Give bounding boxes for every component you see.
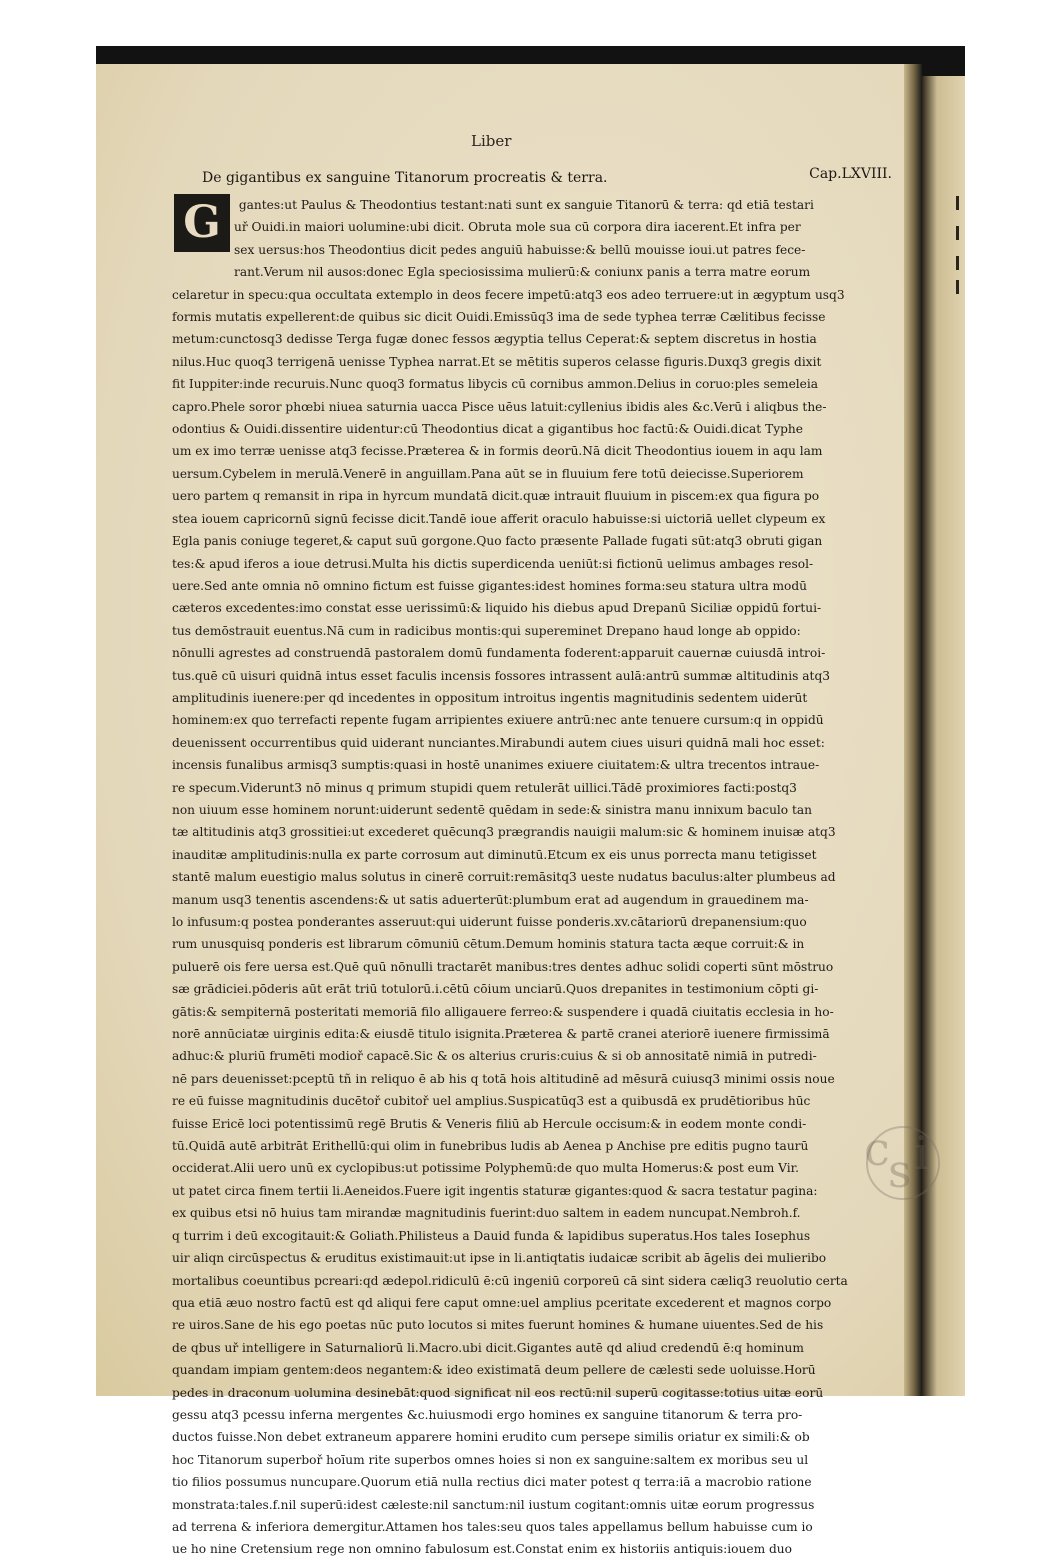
text-line: tæ altitudinis atq3 grossitiei:ut excederet quēcunq3 prægrandis nauigii malum:sic & hominem inuisæ atq3 — [172, 825, 836, 840]
text-line: Igantes:ut Paulus & Theodontius testant:nati sunt ex sanguie Titanorū & terra: qd etiā testari — [234, 198, 814, 212]
text-line: uř Ouidi.in maiori uolumine:ubi dicit. Obruta mole sua cū corpora dira iacerent.Et infra per — [234, 220, 801, 235]
text-line: norē annūciatæ uirginis edita:& eiusdē titulo isignita.Præterea & partē cranei ateriorē iuenere firmissimā — [172, 1027, 830, 1042]
stamp-letter-i: i — [914, 1126, 929, 1180]
chapter-heading — [202, 166, 892, 188]
running-head: Liber — [471, 132, 512, 150]
text-line: fuisse Ericē loci potentissimū regē Brutis & Veneris filiū ab Hercule occisum:& in eodem monte condi- — [172, 1116, 807, 1131]
text-line: adhuc:& pluriū frumēti modioř capacē.Sic & os alterius cruris:cuius & si ob annositatē nimiā in putredi- — [172, 1049, 817, 1064]
text-line: ex quibus etsi nō huius tam mirandæ magnitudinis fuerint:duo saltem in eadem nuncupat.Nembroh.f. — [172, 1206, 801, 1221]
text-line: rant.Verum nil ausos:donec Egla speciosissima mulierū:& coniunx panis a terra matre eorum — [234, 265, 811, 280]
chapter-number: Cap.LXVIII. — [809, 166, 892, 182]
text-line: Egla panis coniuge tegeret,& caput suū gorgone.Quo facto præsente Pallade fugati sūt:atq3 obruti gigan — [172, 534, 823, 549]
text-line: de qbus uř intelligere in Saturnaliorū li.Macro.ubi dicit.Gigantes autē qd aliud credendū ē:q hominum — [172, 1340, 804, 1355]
text-line: tū.Quidā autē arbitrāt Erithellū:qui olim in funebribus ludis ab Aenea p Anchise pre editis pugno taurū — [172, 1139, 809, 1154]
text-line: ut patet circa finem tertii li.Aeneidos.Fuere igit ingentis staturæ gigantes:quod & sacra testatur pagina: — [172, 1183, 818, 1198]
text-line: lo infusum:q postea ponderantes asseruut:qui uiderunt fuisse ponderis.xv.cātariorū drepanensium:quo — [172, 915, 807, 929]
text-line: qua etiā æuo nostro factū est qd aliqui fere caput omne:uel amplius pceritate excederent et magnos corpo — [172, 1295, 832, 1310]
text-line: sæ grādiciei.pōderis aūt erāt triū totulorū.i.cētū cōium unciarū.Quos drepanites in testimonium cōpti gi- — [172, 982, 819, 997]
stamp-letter-s: s — [888, 1144, 912, 1198]
text-line: quandam impiam gentem:deos negantem:& ideo existimatā deum pellere de cælesti sede uoluisse.Horū — [172, 1363, 816, 1378]
text-line: celaretur in specu:qua occultata extemplo in deos fecere impetū:atq3 eos adeo terruere:ut in ægyptum usq3 — [172, 287, 845, 302]
text-line: rum unusquisq ponderis est librarum cōmuniū cētum.Demum hominis statura tacta æque corruit:& in — [172, 937, 805, 952]
text-line: formis mutatis expellerent:de quibus sic dicit Ouidi.Emissūq3 ima de sede typhea terræ Cælitibus fecisse — [172, 310, 826, 325]
text-line: re uiros.Sane de his ego poetas nūc puto locutos si mites fuerunt homines & humane uiuentes.Sed de his — [172, 1318, 824, 1333]
text-line: manum usq3 tenentis ascendens:& ut satis aduerterūt:plumbum erat ad augendum in grauedinem ma- — [172, 892, 809, 907]
body-text — [172, 194, 894, 1561]
text-line: cæteros excedentes:imo constat esse uerissimū:& liquido his diebus apud Drepanū Siciliæ oppidū fortui- — [172, 601, 822, 616]
text-line: odontius & Ouidi.dissentire uidentur:cū Theodontius dicat a gigantibus hoc factū:& Ouidi.dicat Typhe — [172, 422, 803, 437]
text-line: stea iouem capricornū signū fecisse dicit.Tandē ioue afferit oraculo habuisse:si uictoriā uellet clypeum ex — [172, 511, 826, 526]
text-line: hominem:ex quo terrefacti repente fugam arripientes exiuere antrū:nec ante tenuere cursum:q in oppidū — [172, 713, 824, 728]
text-line: non uiuum esse hominem norunt:uiderunt sedentē quēdam in sede:& sinistra manu innixum baculo tan — [172, 802, 813, 817]
chapter-title: De gigantibus ex sanguine Titanorum procreatis & terra. — [202, 170, 608, 186]
text-line: uir aliqn circūspectus & eruditus existimauit:ut ipse in li.antiqtatis iudaicæ scribit ab āgelis dei mulieribo — [172, 1251, 827, 1266]
text-line: tus.quē cū uisuri quidnā intus esset faculis incensis fossores intrassent aulā:antrū summæ altitudinis atq3 — [172, 668, 831, 683]
text-line: gātis:& sempiternā posteritati memoriā filo alligauere ferreo:& suspendere i quadā ciuitatis ecclesia in ho- — [172, 1004, 834, 1019]
text-line: mortalibus coeuntibus pcreari:qd ædepol.ridiculū ē:cū ingeniū corporeū cā sint sidera cæliq3 reuolutio certa — [172, 1273, 848, 1288]
text-line: amplitudinis iuenere:per qd incedentes in oppositum introitus ingentis magnitudinis sedentem uiderūt — [172, 690, 808, 705]
text-line: occiderat.Alii uero unū ex cyclopibus:ut potissime Polyphemū:de quo multa Homerus:& post eum Vir. — [172, 1161, 799, 1176]
text-line: inauditæ amplitudinis:nulla ex parte corrosum aut diminutū.Etcum ex eis unus porrecta manu tetigisset — [172, 847, 817, 862]
text-line: q turrim i deū excogitauit:& Goliath.Philisteus a Dauid funda & lapidibus superatus.Hos tales Iosephus — [172, 1228, 811, 1243]
stamp-letter-c: c — [864, 1122, 890, 1176]
text-line: uere.Sed ante omnia nō omnino fictum est fuisse gigantes:idest homines forma:seu statura ultra modū — [172, 578, 808, 593]
text-line: ad terrena & inferiora demergitur.Attamen hos tales:seu quos tales appellamus bellum habuisse cum io — [172, 1519, 813, 1534]
text-line: fit Iuppiter:inde recuruis.Nunc quoq3 formatus libycis cū cornibus ammon.Delius in coruo:ples semeleia — [172, 377, 819, 392]
text-line: uero partem q remansit in ripa in hyrcum mundatā dicit.quæ intrauit fluuium in piscem:ex qua figura po — [172, 489, 820, 504]
text-line: hoc Titanorum superboř hoīum rite superbos omnes hoies si non ex sanguine:saltem ex moribus seu ul — [172, 1452, 809, 1467]
text-line: monstrata:tales.f.nil superū:idest cæleste:nil sanctum:nil iustum cogitant:omnis uitæ eorum progressus — [172, 1497, 815, 1512]
text-line: capro.Phele soror phœbi niuea saturnia uacca Pisce uēus latuit:cyllenius ibidis ales &c.Verū i aliqbus the- — [172, 399, 827, 414]
text-line: ue ho nine Cretensium rege non omnino fabulosum est.Constat enim ex historiis antiquis:iouem duo — [172, 1542, 792, 1557]
text-line: gessu atq3 pcessu inferna mergentes &c.huiusmodi ergo homines ex sanguine titanorum & terra pro- — [172, 1407, 803, 1422]
decorated-initial: G — [174, 194, 230, 252]
text-line: puluerē ois fere uersa est.Quē quū nōnulli tractarēt manibus:tres dentes adhuc solidi coperti sūnt mōstruo — [172, 959, 834, 974]
text-line: nē pars deuenisset:pceptū tñ in reliquo ē ab his q totā hois altitudinē ad mēsurā cuiusq3 minimi ossis noue — [172, 1071, 835, 1086]
text-line: stantē malum euestigio malus solutus in cinerē corruit:remāsitq3 ueste nudatus baculus:alter plumbeus ad — [172, 870, 836, 885]
text-line: deuenissent occurrentibus quid uiderant nunciantes.Mirabundi autem ciues uisuri quidnā mali hoc esset: — [172, 735, 825, 750]
text-line: pedes in draconum uolumina desinebāt:quod significat nil eos rectū:nil superū cogitasse:totius uitæ eorū — [172, 1385, 824, 1400]
text-line: metum:cunctosq3 dedisse Terga fugæ donec fessos ægyptia tellus Ceperat:& septem discretus in hostia — [172, 332, 817, 347]
text-line: sex uersus:hos Theodontius dicit pedes anguiū habuisse:& bellū mouisse ioui.ut patres fece- — [234, 242, 806, 257]
text-line: ductos fuisse.Non debet extraneum apparere homini erudito cum persepe similis oriatur ex simili:& ob — [172, 1430, 810, 1445]
text-line: re specum.Viderunt3 nō minus q primum stupidi quem retulerāt uillici.Tādē proximiores facti:postq3 — [172, 780, 797, 795]
text-line: tes:& apud iferos a ioue detrusi.Multa his dictis superdicenda ueniūt:si fictionū uelimus ambages resol- — [172, 556, 814, 571]
text-line: tio filios possumus nuncupare.Quorum etiā nulla rectius dici mater potest q terra:iā a macrobio ratione — [172, 1475, 812, 1490]
text-line: uersum.Cybelem in merulā.Venerē in anguillam.Pana aūt se in fluuium fere totū deiecisse.Superiorem — [172, 466, 804, 481]
text-line: nilus.Huc quoq3 terrigenā uenisse Typhea narrat.Et se mētitis superos celasse figuris.Duxq3 gregis dixit — [172, 354, 822, 369]
library-stamp — [858, 1118, 944, 1208]
text-line: re eū fuisse magnitudinis ducētoř cubitoř uel amplius.Suspicatūq3 est a quibusdā ex prudētioribus hūc — [172, 1094, 811, 1109]
book-scan — [96, 46, 965, 1557]
text-line: nōnulli agrestes ad construendā pastoralem domū fundamenta foderent:apparuit cauernæ cuiusdā introi- — [172, 646, 826, 661]
text-line: um ex imo terræ uenisse atq3 fecisse.Præterea & in formis deorū.Nā dicit Theodontius iouem in aqu lam — [172, 444, 823, 459]
text-line: tus demōstrauit euentus.Nā cum in radicibus montis:qui supereminet Drepano haud longe ab oppido: — [172, 623, 801, 638]
text-line: incensis funalibus armisq3 sumptis:quasi in hostē unanimes exiuere ciuitatem:& ultra trecentos intraue- — [172, 758, 820, 773]
